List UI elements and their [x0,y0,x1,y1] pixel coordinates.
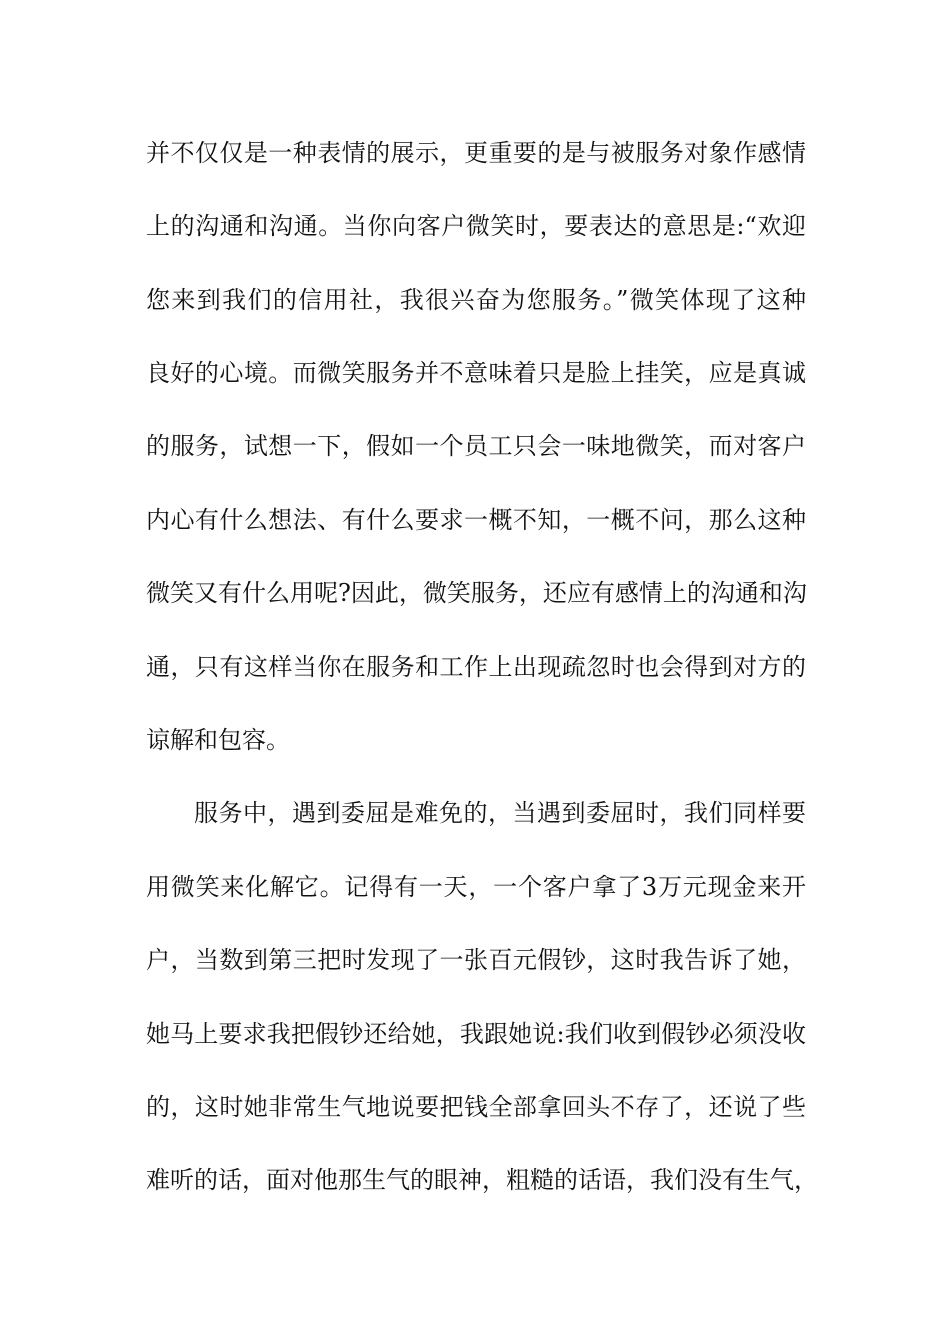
paragraph-line: 用微笑来化解它。记得有一天，一个客户拿了3万元现金来开 [146,873,806,901]
paragraph-line: 内心有什么想法、有什么要求一概不知，一概不问，那么这种 [146,506,806,534]
paragraph-line: 户，当数到第三把时发现了一张百元假钞，这时我告诉了她， [146,946,806,974]
paragraph-line: 上的沟通和沟通。当你向客户微笑时，要表达的意思是:“欢迎 [146,212,806,240]
paragraph-line: 她马上要求我把假钞还给她，我跟她说:我们收到假钞必须没收 [146,1020,806,1048]
paragraph-line: 您来到我们的信用社，我很兴奋为您服务。”微笑体现了这种 [146,286,806,314]
paragraph-line: 谅解和包容。 [146,726,290,754]
paragraph-line: 微笑又有什么用呢?因此，微笑服务，还应有感情上的沟通和沟 [146,579,807,607]
paragraph-line: 的，这时她非常生气地说要把钱全部拿回头不存了，还说了些 [146,1093,806,1121]
paragraph-line: 的服务，试想一下，假如一个员工只会一味地微笑，而对客户 [146,432,806,460]
paragraph-line: 并不仅仅是一种表情的展示，更重要的是与被服务对象作感情 [146,139,806,167]
paragraph-line: 难听的话，面对他那生气的眼神，粗糙的话语，我们没有生气， [146,1166,818,1194]
paragraph-line: 良好的心境。而微笑服务并不意味着只是脸上挂笑，应是真诚 [146,359,806,387]
paragraph-line: 通，只有这样当你在服务和工作上出现疏忽时也会得到对方的 [146,653,806,681]
paragraph-first-line: 服务中，遇到委屈是难免的，当遇到委屈时，我们同样要 [194,799,806,827]
